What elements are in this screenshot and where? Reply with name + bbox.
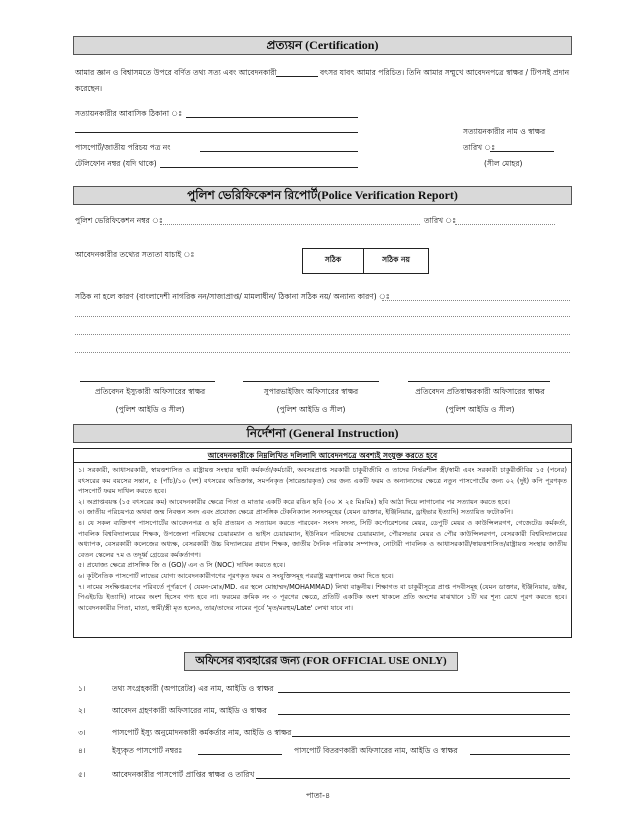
instruction-item: ৭। নামের সংক্ষিপ্তরূপের পরিবর্তে পূর্ণরূপে ( যেমন-মোঃ/MD. এর স্থলে মোহাম্মদ/MOHAMMAD) লিখা বাঞ্ছনীয়। শিক্ষাগত বা চাকুরীসূত্রে প্রাপ্ত পদবীসমূহ (যেমন ডাক্তার, ইঞ্জিনিয়ার, ডক্টর, পিএইচডি ইত্যাদি) নামের অংশ হিসেব গণ্য হবে না। ফরমের ক্রমিক নং ৩ পূরণের ক্ষেত্রে, প্রতিটি একটিক অংশ থাকলে প্রতি অংশের মাঝখানে ১টি ঘর শূন্য রেখে পূরণ করতে হবে। আবেদনকারীর পিতা, মাতা, স্বামী/স্ত্রী মৃত হলেও, তার/তাদের নামের পূর্বে 'মৃত/মরহুম/Late' লেখা যাবে না। (78, 582, 567, 612)
sig-title-3: প্রতিবেদন প্রতিস্বাক্ষরকারী অফিসারের স্বাক্ষর (415, 387, 545, 396)
instruction-list (74, 463, 571, 615)
sig-sub-1: (পুলিশ আইডি ও সীল) (115, 405, 185, 414)
official-row-label-5: আবেদনকারীর পাসপোর্ট প্রাপ্তির স্বাক্ষর ও তারিখ (112, 770, 255, 779)
official-row-label-4b: পাসপোর্ট বিতরণকারী অফিসারের নাম, আইডি ও স্বাক্ষর (294, 746, 458, 755)
police-date-field[interactable] (455, 224, 555, 225)
option-incorrect[interactable]: সঠিক নয় (364, 249, 429, 274)
instruction-item: ৫। প্রযোজ্য ক্ষেত্রে প্রাসঙ্গিক জি ও (GO)/ এন ও সি (NOC) দাখিল করতে হবে। (78, 561, 286, 570)
address-field-1[interactable] (186, 117, 358, 118)
official-row-field-5[interactable] (256, 778, 570, 779)
phone-label: টেলিফোন নম্বর (যদি থাকে) (75, 159, 157, 168)
official-row-label-1: তথ্য সংগ্রহকারী (অপারেটর) এর নাম, আইডি ও স্বাক্ষর (112, 684, 274, 693)
instruction-item: ১। সরকারী, আধাসরকারী, স্বায়ত্তশাসিত ও রাষ্ট্রায়ত্ত সংস্থার স্থায়ী কর্মকর্তা/কর্মচারী, অবসরপ্রাপ্ত সরকারী চাকুরীজীবি ও তাদের নির্ভরশীল স্ত্রী/স্বামী এবং সরকারী চাকুরীজীবির ১৫ (পনের) বৎসরের কম বয়সের সন্তান, ৫ (পাঁচ)/১০ (দশ) বৎসরের অতিক্রান্ত, সমর্পনকৃত (সারেন্ডারকৃত) দের জন্য একটি ফরম ও অন্যান্যদের ক্ষেত্রে নতুন পাসপোর্টের জন্য ০২ (দুই) কপি পূরণকৃত পাসপোর্ট ফরম দাখিল করতে হবে। (78, 466, 567, 496)
official-row-label-4: ইস্যুকৃত পাসপোর্ট নম্বরঃ (112, 746, 183, 755)
certification-text-1b: বৎসর যাবৎ আমার পরিচিত। তিনি আমার সম্মুখে আবেদনপত্রে স্বাক্ষর / টিপসই প্রদান (320, 68, 570, 77)
sig-title-2: সুপারভাইজিং অফিসারের স্বাক্ষর (263, 387, 359, 396)
official-row-num-1: ১। (78, 684, 86, 693)
address-field-2[interactable] (75, 132, 358, 133)
official-row-label-3: পাসপোর্ট ইস্যু অনুমোদনকারী কর্মকর্তার নাম, আইডি ও স্বাক্ষর (112, 728, 292, 737)
police-date-label: তারিখ ঃ (424, 216, 457, 225)
official-title: অফিসের ব্যবহারের জন্য (FOR OFFICIAL USE ONLY) (184, 652, 458, 671)
passport-field[interactable] (200, 151, 358, 152)
official-row-num-2: ২। (78, 706, 86, 715)
official-row-field-1[interactable] (278, 692, 570, 693)
instruction-item: ২। অপ্রাপ্তবয়স্ক (১৫ বৎসরের কম) আবেদনকারীর ক্ষেত্রে পিতা ও মাতার একটি করে রঙিন ছবি (৩০ × ২৫ মিঃমিঃ) ছবি আঠা দিয়ে লাগানোর পর সত্যায়ন করতে হবে। (78, 497, 511, 506)
date-field[interactable] (490, 151, 554, 152)
reason-field-3[interactable] (75, 334, 570, 335)
verify-label: আবেদনকারীর তথ্যের সত্যতা যাচাই ঃ (75, 250, 195, 259)
reason-field-1[interactable] (382, 300, 570, 301)
instruction-item: ৪। যে সকল ব্যক্তিগণ পাসপোর্টের আবেদনপত্র ও ছবি প্রত্যয়ন ও সত্যায়ন করতে পারবেন- সংসদ সদস্য, সিটি কর্পোরেশনের মেয়র, ডেপুটি মেয়র ও কাউন্সিলরগণ, গেজেটেড কর্মকর্তা, পাবলিক বিশ্ববিদ্যালয়ের শিক্ষক, উপজেলা পরিষদের চেয়ারম্যান ও ভাইস চেয়ারম্যান, ইউনিয়ন পরিষদের চেয়ারম্যান, পৌরসভার মেয়র ও পৌর কাউন্সিলরগণ, বেসরকারী বিশ্ববিদ্যালয়ের অধ্যাপক, বেসরকারী কলেজের অধ্যক্ষ, বেসরকারী উচ্চ বিদ্যালয়ের প্রধান শিক্ষক, জাতীয় দৈনিক পত্রিকার সম্পাদক, নোটারী পাবলিক ও আধাসরকারী/স্বায়ত্তশাসিত/রাষ্ট্রায়ত্ত সংস্থার জাতীয় বেতন স্কেলের ৭ম ও তদূর্ধ্ব গ্রেডের কর্মকর্তাগণ। (78, 518, 567, 559)
phone-field[interactable] (160, 167, 358, 168)
official-row-num-4: ৪। (78, 746, 86, 755)
verify-options-table (302, 248, 429, 274)
sig-title-1: প্রতিবেদন ইস্যুকারী অফিসারের স্বাক্ষর (94, 387, 206, 396)
signature-label: সত্যায়নকারীর নাম ও স্বাক্ষর (463, 127, 546, 136)
police-number-label: পুলিশ ভেরিফিকেশন নম্বর ঃ (75, 216, 163, 225)
passport-label: পাসপোর্ট/জাতীয় পরিচয় পত্র নং (75, 143, 171, 152)
official-row-field-2[interactable] (278, 714, 570, 715)
official-row-num-5: ৫। (78, 770, 86, 779)
page-number: পাতা-৪ (306, 791, 331, 800)
sig-sub-3: (পুলিশ আইডি ও সীল) (445, 405, 515, 414)
police-title: পুলিশ ভেরিফিকেশন রিপোর্ট(Police Verification Report) (73, 186, 572, 205)
certification-title: প্রত্যয়ন (Certification) (73, 36, 572, 55)
official-row-field-3[interactable] (292, 736, 570, 737)
sig-line-1[interactable] (80, 381, 215, 382)
instruction-box (73, 448, 572, 638)
reason-field-4[interactable] (75, 352, 570, 353)
instruction-item: ৩। জাতীয় পরিচয়পত্র অথবা জন্ম নিবন্ধন সনদ এবং প্রযোজ্য ক্ষেত্রে প্রাসঙ্গিক টেকনিক্যাল সনদসমূহের (যেমন ডাক্তার, ইঞ্জিনিয়ার, ড্রাইভার ইত্যাদি) সত্যায়িত ফটোকপি। (78, 508, 514, 517)
address-label: সত্যায়নকারীর আবাসিক ঠিকানা ঃ (75, 109, 183, 118)
official-row-field-4a[interactable] (198, 754, 282, 755)
official-row-num-3: ৩। (78, 728, 86, 737)
sig-line-3[interactable] (408, 381, 550, 382)
date-label: তারিখ ঃ (463, 143, 496, 152)
sig-sub-2: (পুলিশ আইডি ও সীল) (276, 405, 346, 414)
option-correct[interactable]: সঠিক (303, 249, 364, 274)
certification-text-1: আমার জ্ঞান ও বিশ্বাসমতে উপরে বর্ণিত তথ্য সত্য এবং আবেদনকারী (75, 68, 277, 77)
reason-field-2[interactable] (75, 316, 570, 317)
official-row-field-4b[interactable] (470, 754, 570, 755)
sig-line-2[interactable] (243, 381, 379, 382)
police-number-field[interactable] (160, 224, 420, 225)
reason-label: সঠিক না হলে কারণ (বাংলাদেশী নাগরিক নন/সাজাপ্রাপ্ত/ মামলাধীন/ ঠিকানা সঠিক নয়/ অন্যান্য কারণ) ঃ (75, 292, 390, 301)
years-known-field[interactable] (276, 76, 318, 77)
certification-text-2: করেছেন। (75, 84, 103, 93)
instruction-header: আবেদনকারীকে নিম্নলিখিত দলিলাদি আবেদনপত্রে অবশ্যই সংযুক্ত করতে হবে (74, 449, 571, 463)
instruction-item: ৬। কূটনৈতিক পাসপোর্ট লাভের যোগ্য আবেদনকারীগণের পূরণকৃত ফরম ও সংযুক্তিসমূহ পররাষ্ট্র মন্ত্রণালয়ে জমা দিতে হবে। (78, 571, 394, 580)
official-row-label-2: আবেদন গ্রহণকারী অফিসারের নাম, আইডি ও স্বাক্ষর (112, 706, 267, 715)
instruction-title: নির্দেশনা (General Instruction) (73, 424, 572, 443)
seal-label: (সীল মোহর) (484, 159, 523, 168)
